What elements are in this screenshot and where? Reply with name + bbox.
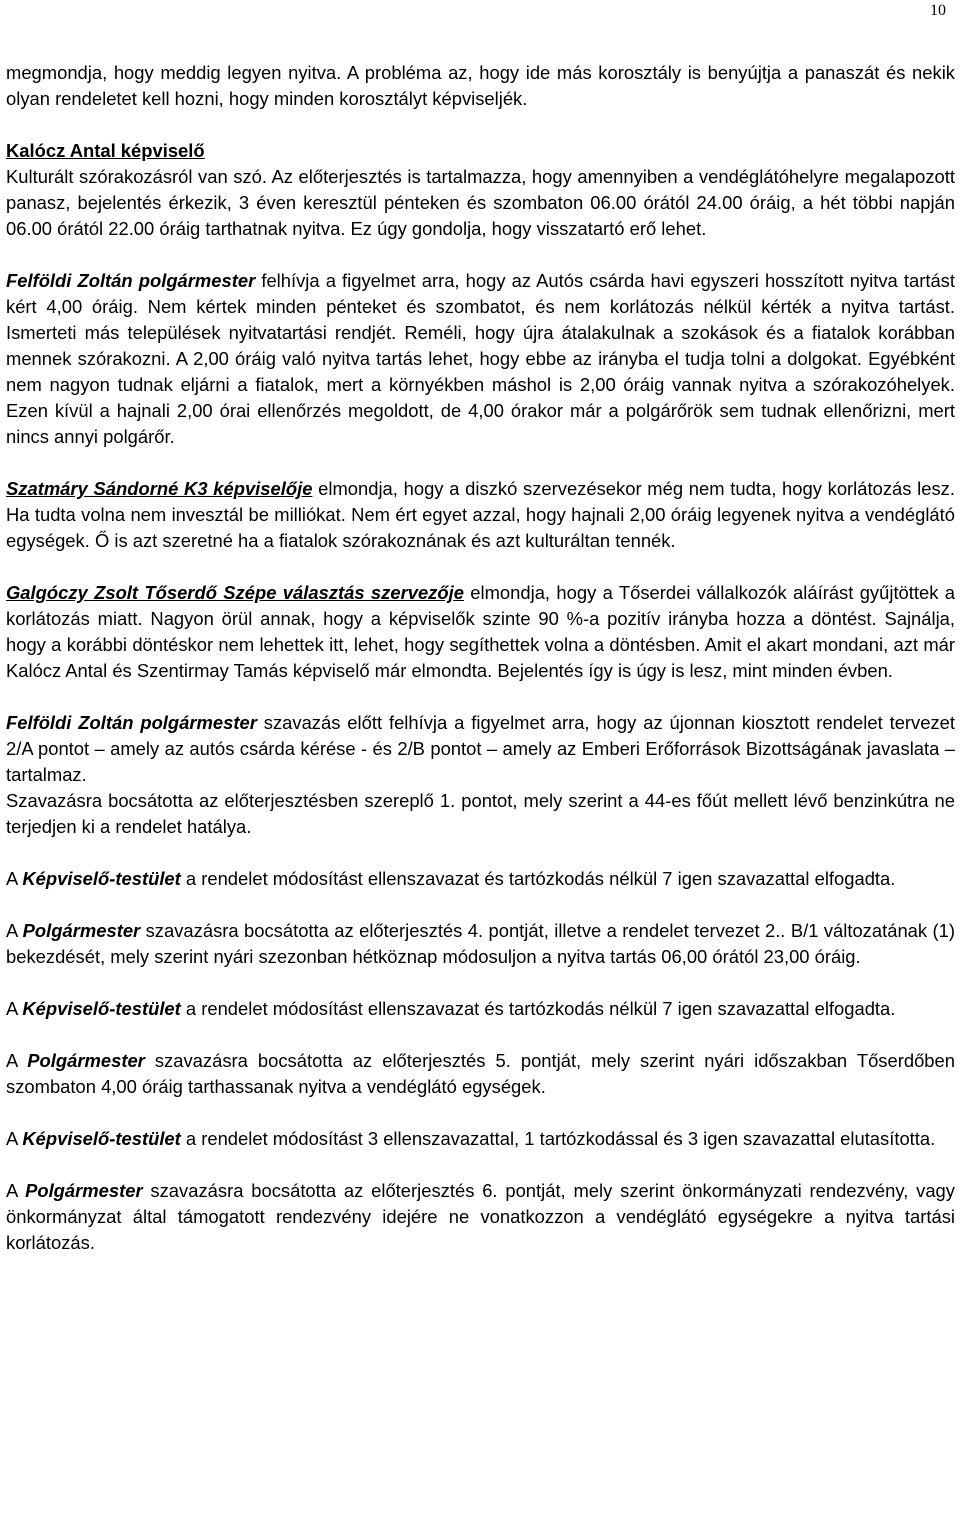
paragraph-text: A bbox=[6, 920, 23, 941]
speaker-name: Polgármester bbox=[25, 1180, 143, 1201]
speaker-name: Képviselő-testület bbox=[22, 1128, 181, 1149]
paragraph-text: A bbox=[6, 998, 23, 1019]
paragraph-p2 bbox=[6, 164, 955, 242]
speaker-name: Polgármester bbox=[22, 920, 141, 941]
paragraph-text: A bbox=[6, 868, 23, 889]
paragraph-text: szavazásra bocsátotta az előterjesztés 5. pontját, mely szerint nyári időszakban Tőserdőben szombaton 4,00 óráig tarthassanak nyitva a vendéglátó egységek. bbox=[6, 1050, 955, 1097]
paragraph-text: A bbox=[6, 1180, 26, 1201]
speaker-name: Kalócz Antal képviselő bbox=[6, 140, 205, 161]
paragraph-text: Kulturált szórakozásról van szó. Az előterjesztés is tartalmazza, hogy amennyiben a vendéglátóhelyre megalapozott panasz, bejelentés érkezik, 3 éven keresztül pénteken és szombaton 06.00 órától 24.00 óráig, a hét többi napján 06.00 órától 22.00 óráig tarthatnak nyitva. Ez úgy gondolja, hogy visszatartó erő lehet. bbox=[6, 166, 955, 239]
paragraph-p12 bbox=[6, 1126, 955, 1152]
paragraph-p10 bbox=[6, 996, 955, 1022]
paragraph-p4 bbox=[6, 476, 955, 554]
paragraph-text: Szavazásra bocsátotta az előterjesztésben szereplő 1. pontot, mely szerint a 44-es főút mellett lévő benzinkútra ne terjedjen ki a rendelet hatálya. bbox=[6, 790, 955, 837]
paragraph-text: a rendelet módosítást ellenszavazat és tartózkodás nélkül 7 igen szavazattal elfogadta. bbox=[180, 998, 896, 1019]
paragraph-p13 bbox=[6, 1178, 955, 1256]
document-body bbox=[6, 60, 955, 1282]
paragraph-p7 bbox=[6, 788, 955, 840]
paragraph-text: szavazásra bocsátotta az előterjesztés 4. pontját, illetve a rendelet tervezet 2.. B/1 változatának (1) bekezdését, mely szerint nyári szezonban hétköznap módosuljon a nyitva tartás 06,00 órától 23,00 óráig. bbox=[6, 920, 955, 967]
paragraph-p11 bbox=[6, 1048, 955, 1100]
paragraph-p9 bbox=[6, 918, 955, 970]
paragraph-text: A bbox=[6, 1128, 23, 1149]
page-number: 10 bbox=[930, 2, 946, 19]
speaker-name: Képviselő-testület bbox=[22, 868, 181, 889]
paragraph-text: a rendelet módosítást ellenszavazat és tartózkodás nélkül 7 igen szavazattal elfogadta. bbox=[180, 868, 896, 889]
speaker-name: Polgármester bbox=[27, 1050, 145, 1071]
paragraph-p5 bbox=[6, 580, 955, 684]
speaker-name: Képviselő-testület bbox=[22, 998, 181, 1019]
paragraph-text: elmondja, hogy a diszkó szervezésekor még nem tudta, hogy korlátozás lesz. Ha tudta volna nem invesztál be milliókat. Nem ért egyet azzal, hogy hajnali 2,00 óráig legyenek nyitva a vendéglátó egységek. Ő is azt szeretné ha a fiatalok szórakoznának és azt kulturáltan tennék. bbox=[6, 478, 955, 551]
paragraph-text: felhívja a figyelmet arra, hogy az Autós csárda havi egyszeri hosszított nyitva tartást kért 4,00 óráig. Nem kértek minden pénteket és szombatot, és nem korlátozás nélkül kérték a nyitva tartást. Ismerteti más települések nyitvatartási rendjét. Reméli, hogy újra átalakulnak a szokások és a fiatalok korábban mennek szórakozni. A 2,00 óráig való nyitva tartás lehet, hogy ebbe az irányba el tudja tolni a dolgokat. Egyébként nem nagyon tudnak eljárni a fiatalok, mert a környékben máshol is 2,00 óráig vannak nyitva a szórakozóhelyek. Ezen kívül a hajnali 2,00 órai ellenőrzés megoldott, de 4,00 órakor már a polgárőrök sem tudnak ellenőrizni, mert nincs annyi polgárőr. bbox=[6, 270, 955, 447]
paragraph-text: szavazás előtt felhívja a figyelmet arra, hogy az újonnan kiosztott rendelet tervezet 2/A pontot – amely az autós csárda kérése - és 2/B pontot – amely az Emberi Erőforrások Bizottságának javaslata – tartalmaz. bbox=[6, 712, 956, 785]
paragraph-text: a rendelet módosítást 3 ellenszavazattal, 1 tartózkodással és 3 igen szavazattal elutasította. bbox=[180, 1128, 936, 1149]
paragraph-p3 bbox=[6, 268, 955, 450]
speaker-name: Galgóczy Zsolt Tőserdő Szépe választás szervezője bbox=[6, 582, 464, 603]
paragraph-text: A bbox=[6, 1050, 28, 1071]
paragraph-p8 bbox=[6, 866, 955, 892]
speaker-name: Felföldi Zoltán polgármester bbox=[6, 270, 256, 291]
paragraph-text: szavazásra bocsátotta az előterjesztés 6. pontját, mely szerint önkormányzati rendezvény, vagy önkormányzat által támogatott rendezvény idejére ne vonatkozzon a vendéglátó egységekre a nyitva tartási korlátozás. bbox=[6, 1180, 955, 1253]
speaker-name: Szatmáry Sándorné K3 képviselője bbox=[6, 478, 313, 499]
paragraph-p1 bbox=[6, 60, 955, 112]
paragraph-p2a bbox=[6, 138, 955, 164]
speaker-name: Felföldi Zoltán polgármester bbox=[6, 712, 257, 733]
paragraph-p6 bbox=[6, 710, 955, 788]
paragraph-text: elmondja, hogy a Tőserdei vállalkozók aláírást gyűjtöttek a korlátozás miatt. Nagyon örül annak, hogy a képviselők szinte 90 %-a pozitív irányba hozza a döntést. Sajnálja, hogy a korábbi döntéskor nem lehettek itt, lehet, hogy segíthettek volna a döntésben. Amit el akart mondani, azt már Kalócz Antal és Szentirmay Tamás képviselő már elmondta. Bejelentés így is úgy is lesz, mint minden évben. bbox=[6, 582, 955, 681]
paragraph-text: megmondja, hogy meddig legyen nyitva. A probléma az, hogy ide más korosztály is benyújtja a panaszát és nekik olyan rendeletet kell hozni, hogy minden korosztályt képviseljék. bbox=[6, 62, 955, 109]
